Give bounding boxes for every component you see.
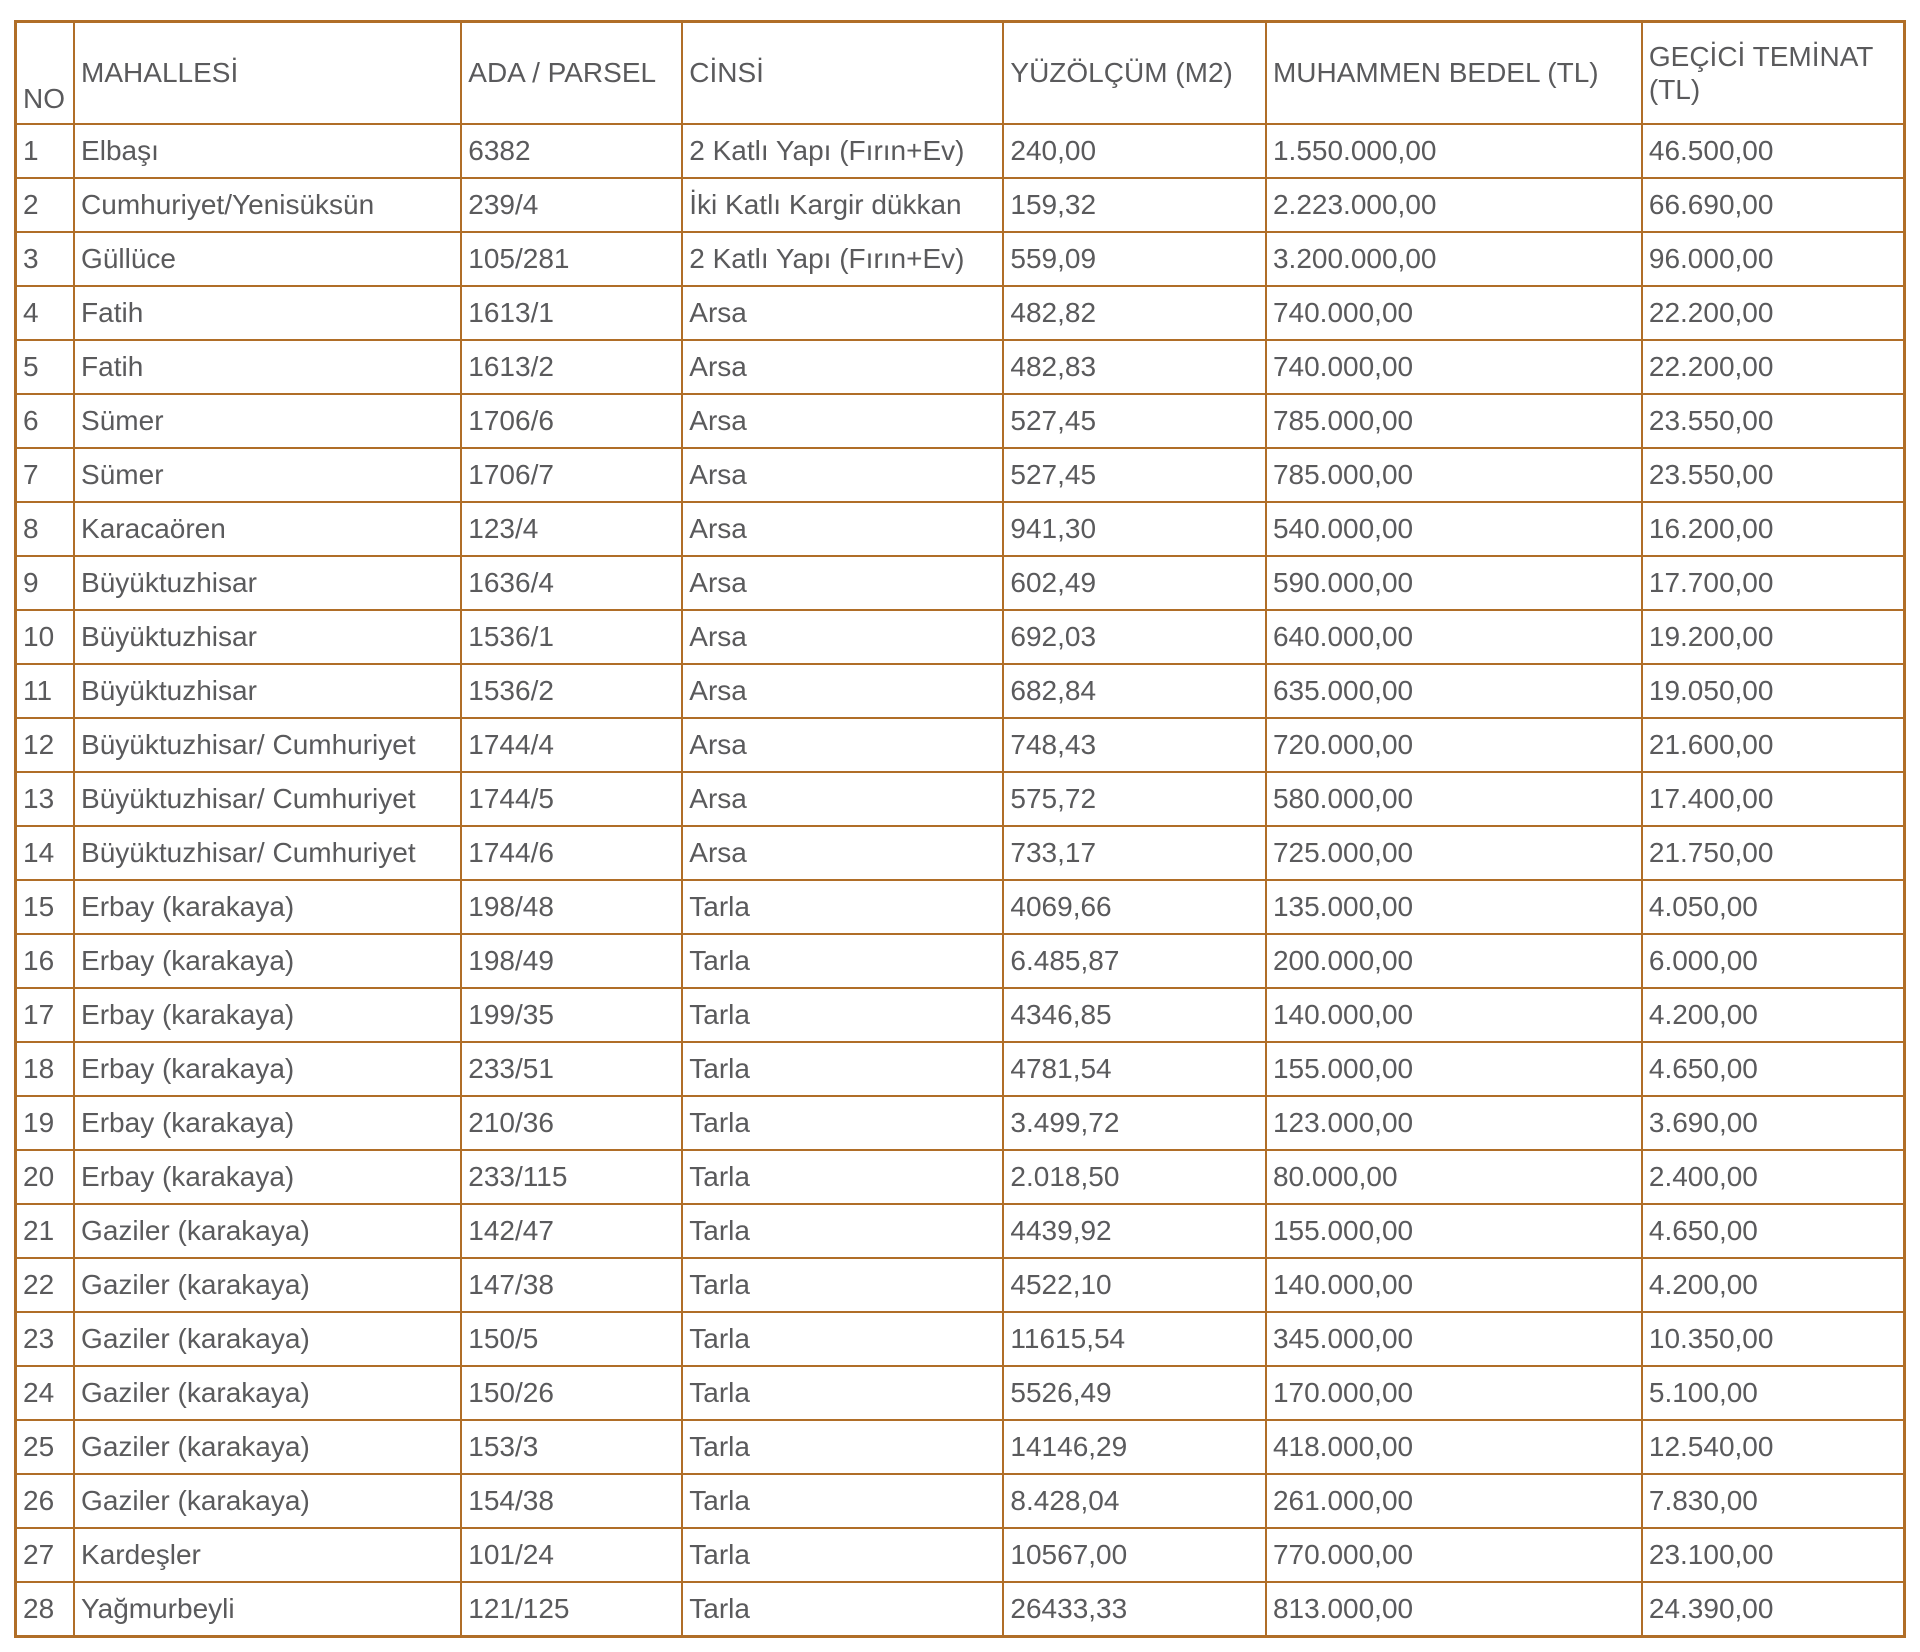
cell-cinsi: Tarla xyxy=(682,1258,1003,1312)
cell-cinsi: Arsa xyxy=(682,502,1003,556)
cell-cinsi: Tarla xyxy=(682,1150,1003,1204)
cell-mahallesi: Elbaşı xyxy=(74,124,461,178)
table-row xyxy=(16,1258,1905,1312)
cell-gecici_teminat: 96.000,00 xyxy=(1642,232,1905,286)
cell-ada_parsel: 1706/7 xyxy=(461,448,682,502)
cell-no: 2 xyxy=(16,178,75,232)
cell-yuzolcum: 692,03 xyxy=(1003,610,1266,664)
cell-mahallesi: Erbay (karakaya) xyxy=(74,1150,461,1204)
table-row xyxy=(16,772,1905,826)
cell-muhammen_bedel: 740.000,00 xyxy=(1266,286,1642,340)
cell-cinsi: Tarla xyxy=(682,1528,1003,1582)
cell-mahallesi: Cumhuriyet/Yenisüksün xyxy=(74,178,461,232)
cell-muhammen_bedel: 123.000,00 xyxy=(1266,1096,1642,1150)
property-auction-table xyxy=(14,20,1906,1638)
cell-yuzolcum: 4069,66 xyxy=(1003,880,1266,934)
cell-no: 25 xyxy=(16,1420,75,1474)
cell-mahallesi: Büyüktuzhisar xyxy=(74,664,461,718)
table-row xyxy=(16,718,1905,772)
cell-no: 24 xyxy=(16,1366,75,1420)
cell-muhammen_bedel: 200.000,00 xyxy=(1266,934,1642,988)
cell-yuzolcum: 26433,33 xyxy=(1003,1582,1266,1637)
cell-muhammen_bedel: 155.000,00 xyxy=(1266,1204,1642,1258)
cell-gecici_teminat: 17.700,00 xyxy=(1642,556,1905,610)
cell-cinsi: Tarla xyxy=(682,1096,1003,1150)
cell-muhammen_bedel: 418.000,00 xyxy=(1266,1420,1642,1474)
table-row xyxy=(16,340,1905,394)
cell-ada_parsel: 198/48 xyxy=(461,880,682,934)
cell-ada_parsel: 1636/4 xyxy=(461,556,682,610)
cell-no: 23 xyxy=(16,1312,75,1366)
cell-muhammen_bedel: 740.000,00 xyxy=(1266,340,1642,394)
cell-cinsi: Arsa xyxy=(682,340,1003,394)
cell-no: 3 xyxy=(16,232,75,286)
cell-muhammen_bedel: 540.000,00 xyxy=(1266,502,1642,556)
table-row xyxy=(16,1528,1905,1582)
cell-ada_parsel: 239/4 xyxy=(461,178,682,232)
cell-ada_parsel: 1613/1 xyxy=(461,286,682,340)
cell-no: 6 xyxy=(16,394,75,448)
cell-no: 11 xyxy=(16,664,75,718)
cell-no: 4 xyxy=(16,286,75,340)
table-row xyxy=(16,286,1905,340)
cell-mahallesi: Büyüktuzhisar xyxy=(74,610,461,664)
cell-muhammen_bedel: 2.223.000,00 xyxy=(1266,178,1642,232)
cell-ada_parsel: 154/38 xyxy=(461,1474,682,1528)
table-row xyxy=(16,664,1905,718)
cell-cinsi: Arsa xyxy=(682,394,1003,448)
cell-gecici_teminat: 4.050,00 xyxy=(1642,880,1905,934)
cell-mahallesi: Büyüktuzhisar/ Cumhuriyet xyxy=(74,718,461,772)
cell-mahallesi: Gaziler (karakaya) xyxy=(74,1312,461,1366)
cell-yuzolcum: 159,32 xyxy=(1003,178,1266,232)
cell-mahallesi: Sümer xyxy=(74,448,461,502)
cell-gecici_teminat: 23.100,00 xyxy=(1642,1528,1905,1582)
table-row xyxy=(16,1474,1905,1528)
cell-cinsi: Tarla xyxy=(682,1366,1003,1420)
cell-yuzolcum: 733,17 xyxy=(1003,826,1266,880)
cell-gecici_teminat: 66.690,00 xyxy=(1642,178,1905,232)
cell-gecici_teminat: 10.350,00 xyxy=(1642,1312,1905,1366)
cell-yuzolcum: 527,45 xyxy=(1003,394,1266,448)
cell-cinsi: Tarla xyxy=(682,880,1003,934)
cell-muhammen_bedel: 640.000,00 xyxy=(1266,610,1642,664)
cell-muhammen_bedel: 1.550.000,00 xyxy=(1266,124,1642,178)
cell-cinsi: Tarla xyxy=(682,1420,1003,1474)
table-row xyxy=(16,124,1905,178)
cell-muhammen_bedel: 725.000,00 xyxy=(1266,826,1642,880)
cell-muhammen_bedel: 140.000,00 xyxy=(1266,988,1642,1042)
cell-gecici_teminat: 4.200,00 xyxy=(1642,1258,1905,1312)
table-row xyxy=(16,934,1905,988)
cell-ada_parsel: 1744/6 xyxy=(461,826,682,880)
cell-cinsi: İki Katlı Kargir dükkan xyxy=(682,178,1003,232)
cell-gecici_teminat: 6.000,00 xyxy=(1642,934,1905,988)
cell-yuzolcum: 3.499,72 xyxy=(1003,1096,1266,1150)
cell-yuzolcum: 602,49 xyxy=(1003,556,1266,610)
cell-muhammen_bedel: 770.000,00 xyxy=(1266,1528,1642,1582)
cell-ada_parsel: 1744/4 xyxy=(461,718,682,772)
cell-yuzolcum: 4439,92 xyxy=(1003,1204,1266,1258)
cell-muhammen_bedel: 140.000,00 xyxy=(1266,1258,1642,1312)
cell-ada_parsel: 233/51 xyxy=(461,1042,682,1096)
cell-muhammen_bedel: 3.200.000,00 xyxy=(1266,232,1642,286)
cell-mahallesi: Erbay (karakaya) xyxy=(74,880,461,934)
table-row xyxy=(16,448,1905,502)
cell-ada_parsel: 1536/1 xyxy=(461,610,682,664)
cell-muhammen_bedel: 155.000,00 xyxy=(1266,1042,1642,1096)
cell-gecici_teminat: 22.200,00 xyxy=(1642,286,1905,340)
cell-no: 17 xyxy=(16,988,75,1042)
cell-gecici_teminat: 16.200,00 xyxy=(1642,502,1905,556)
cell-no: 19 xyxy=(16,1096,75,1150)
cell-ada_parsel: 210/36 xyxy=(461,1096,682,1150)
cell-ada_parsel: 1536/2 xyxy=(461,664,682,718)
table-row xyxy=(16,394,1905,448)
cell-ada_parsel: 101/24 xyxy=(461,1528,682,1582)
cell-cinsi: 2 Katlı Yapı (Fırın+Ev) xyxy=(682,124,1003,178)
cell-muhammen_bedel: 635.000,00 xyxy=(1266,664,1642,718)
cell-cinsi: Arsa xyxy=(682,286,1003,340)
cell-mahallesi: Büyüktuzhisar/ Cumhuriyet xyxy=(74,772,461,826)
cell-no: 18 xyxy=(16,1042,75,1096)
cell-gecici_teminat: 23.550,00 xyxy=(1642,394,1905,448)
table-row xyxy=(16,1096,1905,1150)
cell-ada_parsel: 153/3 xyxy=(461,1420,682,1474)
cell-yuzolcum: 8.428,04 xyxy=(1003,1474,1266,1528)
cell-yuzolcum: 482,82 xyxy=(1003,286,1266,340)
cell-no: 16 xyxy=(16,934,75,988)
cell-cinsi: Arsa xyxy=(682,556,1003,610)
cell-cinsi: Tarla xyxy=(682,934,1003,988)
cell-muhammen_bedel: 135.000,00 xyxy=(1266,880,1642,934)
cell-yuzolcum: 4781,54 xyxy=(1003,1042,1266,1096)
column-header-yuzolcum: YÜZÖLÇÜM (M2) xyxy=(1003,22,1266,125)
cell-cinsi: Tarla xyxy=(682,1312,1003,1366)
cell-ada_parsel: 233/115 xyxy=(461,1150,682,1204)
cell-no: 9 xyxy=(16,556,75,610)
table-body xyxy=(16,124,1905,1637)
cell-mahallesi: Sümer xyxy=(74,394,461,448)
cell-yuzolcum: 6.485,87 xyxy=(1003,934,1266,988)
cell-no: 12 xyxy=(16,718,75,772)
cell-ada_parsel: 1706/6 xyxy=(461,394,682,448)
cell-gecici_teminat: 24.390,00 xyxy=(1642,1582,1905,1637)
cell-cinsi: Arsa xyxy=(682,664,1003,718)
cell-muhammen_bedel: 580.000,00 xyxy=(1266,772,1642,826)
cell-ada_parsel: 198/49 xyxy=(461,934,682,988)
cell-no: 28 xyxy=(16,1582,75,1637)
cell-cinsi: Tarla xyxy=(682,1582,1003,1637)
table-row xyxy=(16,502,1905,556)
cell-cinsi: Tarla xyxy=(682,1042,1003,1096)
table-row xyxy=(16,988,1905,1042)
cell-no: 27 xyxy=(16,1528,75,1582)
cell-mahallesi: Güllüce xyxy=(74,232,461,286)
cell-ada_parsel: 147/38 xyxy=(461,1258,682,1312)
cell-gecici_teminat: 19.050,00 xyxy=(1642,664,1905,718)
cell-ada_parsel: 105/281 xyxy=(461,232,682,286)
cell-mahallesi: Büyüktuzhisar xyxy=(74,556,461,610)
table-row xyxy=(16,1150,1905,1204)
cell-mahallesi: Erbay (karakaya) xyxy=(74,988,461,1042)
column-header-no: NO xyxy=(16,22,75,125)
cell-no: 5 xyxy=(16,340,75,394)
cell-mahallesi: Karacaören xyxy=(74,502,461,556)
cell-yuzolcum: 748,43 xyxy=(1003,718,1266,772)
table-row xyxy=(16,1420,1905,1474)
cell-no: 7 xyxy=(16,448,75,502)
cell-mahallesi: Erbay (karakaya) xyxy=(74,1096,461,1150)
table-row xyxy=(16,610,1905,664)
cell-cinsi: Tarla xyxy=(682,1204,1003,1258)
cell-yuzolcum: 527,45 xyxy=(1003,448,1266,502)
cell-gecici_teminat: 21.750,00 xyxy=(1642,826,1905,880)
cell-cinsi: Tarla xyxy=(682,988,1003,1042)
cell-cinsi: Arsa xyxy=(682,448,1003,502)
table-row xyxy=(16,1204,1905,1258)
cell-cinsi: Arsa xyxy=(682,826,1003,880)
cell-yuzolcum: 240,00 xyxy=(1003,124,1266,178)
cell-yuzolcum: 2.018,50 xyxy=(1003,1150,1266,1204)
cell-cinsi: Tarla xyxy=(682,1474,1003,1528)
table-row xyxy=(16,1042,1905,1096)
cell-mahallesi: Büyüktuzhisar/ Cumhuriyet xyxy=(74,826,461,880)
column-header-gecici_teminat: GEÇİCİ TEMİNAT (TL) xyxy=(1642,22,1905,125)
cell-mahallesi: Fatih xyxy=(74,286,461,340)
cell-ada_parsel: 123/4 xyxy=(461,502,682,556)
cell-muhammen_bedel: 345.000,00 xyxy=(1266,1312,1642,1366)
cell-gecici_teminat: 46.500,00 xyxy=(1642,124,1905,178)
cell-mahallesi: Gaziler (karakaya) xyxy=(74,1258,461,1312)
cell-mahallesi: Gaziler (karakaya) xyxy=(74,1366,461,1420)
cell-yuzolcum: 559,09 xyxy=(1003,232,1266,286)
cell-cinsi: 2 Katlı Yapı (Fırın+Ev) xyxy=(682,232,1003,286)
cell-ada_parsel: 150/5 xyxy=(461,1312,682,1366)
cell-yuzolcum: 4522,10 xyxy=(1003,1258,1266,1312)
table-row xyxy=(16,556,1905,610)
column-header-muhammen_bedel: MUHAMMEN BEDEL (TL) xyxy=(1266,22,1642,125)
cell-no: 10 xyxy=(16,610,75,664)
table-row xyxy=(16,178,1905,232)
cell-gecici_teminat: 12.540,00 xyxy=(1642,1420,1905,1474)
column-header-cinsi: CİNSİ xyxy=(682,22,1003,125)
column-header-mahallesi: MAHALLESİ xyxy=(74,22,461,125)
table-row xyxy=(16,1312,1905,1366)
cell-gecici_teminat: 23.550,00 xyxy=(1642,448,1905,502)
cell-yuzolcum: 682,84 xyxy=(1003,664,1266,718)
cell-gecici_teminat: 3.690,00 xyxy=(1642,1096,1905,1150)
cell-yuzolcum: 5526,49 xyxy=(1003,1366,1266,1420)
cell-muhammen_bedel: 813.000,00 xyxy=(1266,1582,1642,1637)
cell-gecici_teminat: 22.200,00 xyxy=(1642,340,1905,394)
cell-muhammen_bedel: 785.000,00 xyxy=(1266,448,1642,502)
cell-yuzolcum: 482,83 xyxy=(1003,340,1266,394)
cell-gecici_teminat: 5.100,00 xyxy=(1642,1366,1905,1420)
cell-no: 21 xyxy=(16,1204,75,1258)
cell-no: 14 xyxy=(16,826,75,880)
cell-cinsi: Arsa xyxy=(682,772,1003,826)
cell-no: 15 xyxy=(16,880,75,934)
cell-muhammen_bedel: 785.000,00 xyxy=(1266,394,1642,448)
cell-no: 8 xyxy=(16,502,75,556)
table-row xyxy=(16,1366,1905,1420)
cell-gecici_teminat: 7.830,00 xyxy=(1642,1474,1905,1528)
table-row xyxy=(16,1582,1905,1637)
cell-yuzolcum: 10567,00 xyxy=(1003,1528,1266,1582)
cell-muhammen_bedel: 80.000,00 xyxy=(1266,1150,1642,1204)
cell-yuzolcum: 941,30 xyxy=(1003,502,1266,556)
cell-yuzolcum: 11615,54 xyxy=(1003,1312,1266,1366)
table-header xyxy=(16,22,1905,125)
cell-no: 26 xyxy=(16,1474,75,1528)
cell-muhammen_bedel: 590.000,00 xyxy=(1266,556,1642,610)
cell-ada_parsel: 1613/2 xyxy=(461,340,682,394)
header-row xyxy=(16,22,1905,125)
cell-muhammen_bedel: 720.000,00 xyxy=(1266,718,1642,772)
table-row xyxy=(16,880,1905,934)
cell-no: 1 xyxy=(16,124,75,178)
cell-gecici_teminat: 4.650,00 xyxy=(1642,1042,1905,1096)
table-row xyxy=(16,826,1905,880)
cell-ada_parsel: 6382 xyxy=(461,124,682,178)
cell-cinsi: Arsa xyxy=(682,610,1003,664)
cell-gecici_teminat: 21.600,00 xyxy=(1642,718,1905,772)
cell-mahallesi: Yağmurbeyli xyxy=(74,1582,461,1637)
cell-gecici_teminat: 2.400,00 xyxy=(1642,1150,1905,1204)
cell-yuzolcum: 14146,29 xyxy=(1003,1420,1266,1474)
cell-gecici_teminat: 4.650,00 xyxy=(1642,1204,1905,1258)
cell-ada_parsel: 1744/5 xyxy=(461,772,682,826)
cell-cinsi: Arsa xyxy=(682,718,1003,772)
cell-mahallesi: Gaziler (karakaya) xyxy=(74,1204,461,1258)
cell-muhammen_bedel: 170.000,00 xyxy=(1266,1366,1642,1420)
cell-ada_parsel: 142/47 xyxy=(461,1204,682,1258)
table-row xyxy=(16,232,1905,286)
cell-mahallesi: Kardeşler xyxy=(74,1528,461,1582)
cell-mahallesi: Gaziler (karakaya) xyxy=(74,1474,461,1528)
cell-yuzolcum: 4346,85 xyxy=(1003,988,1266,1042)
cell-no: 22 xyxy=(16,1258,75,1312)
cell-mahallesi: Fatih xyxy=(74,340,461,394)
cell-gecici_teminat: 4.200,00 xyxy=(1642,988,1905,1042)
cell-ada_parsel: 150/26 xyxy=(461,1366,682,1420)
cell-gecici_teminat: 17.400,00 xyxy=(1642,772,1905,826)
cell-ada_parsel: 121/125 xyxy=(461,1582,682,1637)
cell-no: 20 xyxy=(16,1150,75,1204)
cell-mahallesi: Erbay (karakaya) xyxy=(74,934,461,988)
cell-muhammen_bedel: 261.000,00 xyxy=(1266,1474,1642,1528)
column-header-ada_parsel: ADA / PARSEL xyxy=(461,22,682,125)
cell-mahallesi: Erbay (karakaya) xyxy=(74,1042,461,1096)
cell-no: 13 xyxy=(16,772,75,826)
cell-ada_parsel: 199/35 xyxy=(461,988,682,1042)
cell-mahallesi: Gaziler (karakaya) xyxy=(74,1420,461,1474)
cell-gecici_teminat: 19.200,00 xyxy=(1642,610,1905,664)
cell-yuzolcum: 575,72 xyxy=(1003,772,1266,826)
